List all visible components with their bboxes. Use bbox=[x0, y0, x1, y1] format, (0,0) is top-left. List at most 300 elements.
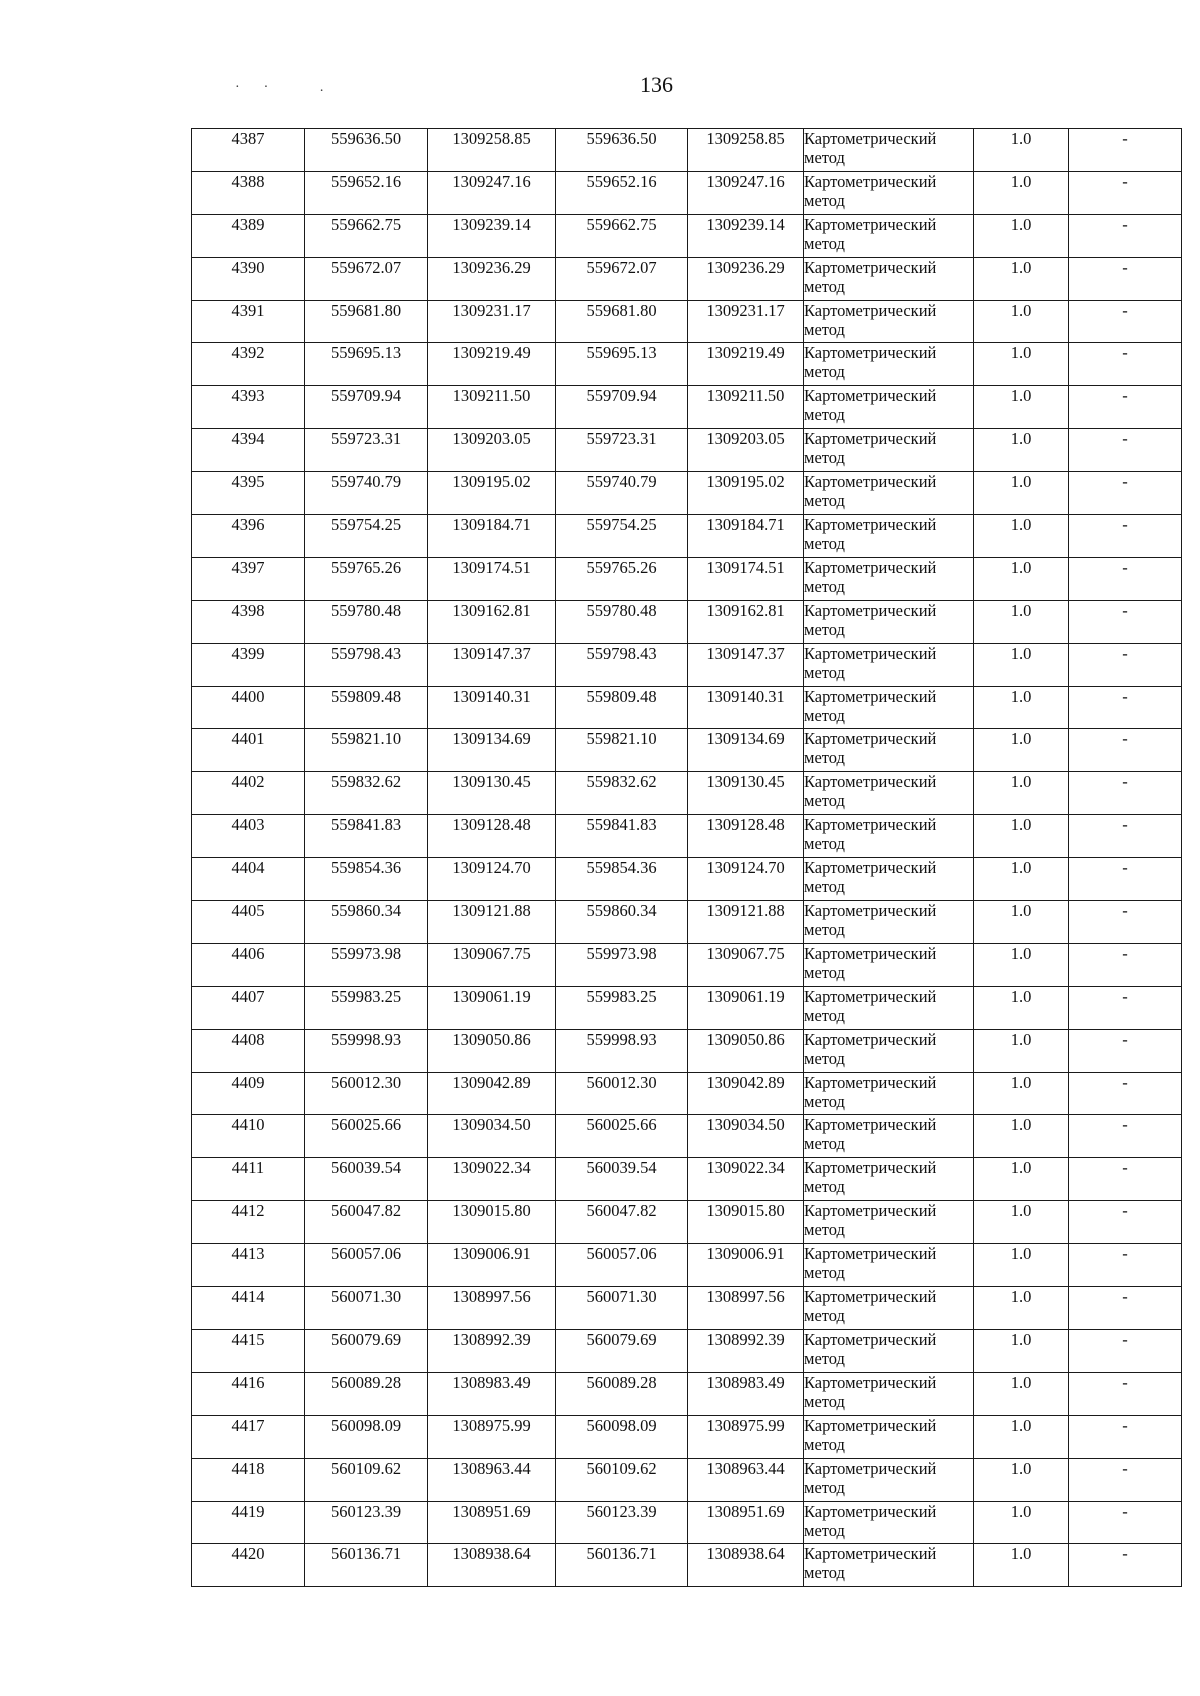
method-line2: метод bbox=[804, 791, 845, 811]
y-old: 1309211.50 bbox=[428, 386, 556, 429]
x-new: 560039.54 bbox=[556, 1158, 688, 1201]
point-number: 4416 bbox=[192, 1372, 305, 1415]
table-row bbox=[192, 343, 1182, 386]
note: - bbox=[1069, 1329, 1182, 1372]
x-old: 559754.25 bbox=[305, 515, 428, 558]
x-old: 560039.54 bbox=[305, 1158, 428, 1201]
y-new: 1309061.19 bbox=[688, 986, 804, 1029]
method bbox=[804, 858, 974, 901]
table-row bbox=[192, 1029, 1182, 1072]
point-number: 4401 bbox=[192, 729, 305, 772]
accuracy: 1.0 bbox=[974, 472, 1069, 515]
y-new: 1309174.51 bbox=[688, 557, 804, 600]
point-number: 4397 bbox=[192, 557, 305, 600]
accuracy: 1.0 bbox=[974, 557, 1069, 600]
y-new: 1308963.44 bbox=[688, 1458, 804, 1501]
x-old: 559662.75 bbox=[305, 214, 428, 257]
note: - bbox=[1069, 901, 1182, 944]
method-line2: метод bbox=[804, 362, 845, 382]
x-old: 559765.26 bbox=[305, 557, 428, 600]
x-new: 560012.30 bbox=[556, 1072, 688, 1115]
method bbox=[804, 1544, 974, 1587]
note: - bbox=[1069, 1287, 1182, 1330]
y-new: 1309162.81 bbox=[688, 600, 804, 643]
point-number: 4403 bbox=[192, 815, 305, 858]
method bbox=[804, 943, 974, 986]
x-old: 559780.48 bbox=[305, 600, 428, 643]
method bbox=[804, 686, 974, 729]
point-number: 4413 bbox=[192, 1244, 305, 1287]
x-new: 560109.62 bbox=[556, 1458, 688, 1501]
method-line1: Картометрический bbox=[804, 901, 937, 921]
accuracy: 1.0 bbox=[974, 1372, 1069, 1415]
method-line1: Картометрический bbox=[804, 1201, 937, 1221]
y-old: 1309195.02 bbox=[428, 472, 556, 515]
x-new: 559672.07 bbox=[556, 257, 688, 300]
accuracy: 1.0 bbox=[974, 429, 1069, 472]
point-number: 4418 bbox=[192, 1458, 305, 1501]
accuracy: 1.0 bbox=[974, 815, 1069, 858]
table-row bbox=[192, 643, 1182, 686]
y-new: 1309247.16 bbox=[688, 171, 804, 214]
y-new: 1309006.91 bbox=[688, 1244, 804, 1287]
x-new: 560089.28 bbox=[556, 1372, 688, 1415]
y-old: 1309231.17 bbox=[428, 300, 556, 343]
method-line2: метод bbox=[804, 1477, 845, 1497]
method-line1: Картометрический bbox=[804, 729, 937, 749]
method-line2: метод bbox=[804, 233, 845, 253]
x-new: 559709.94 bbox=[556, 386, 688, 429]
x-old: 560089.28 bbox=[305, 1372, 428, 1415]
x-new: 559765.26 bbox=[556, 557, 688, 600]
x-old: 559832.62 bbox=[305, 772, 428, 815]
method-line2: метод bbox=[804, 1091, 845, 1111]
method-line2: метод bbox=[804, 148, 845, 167]
note: - bbox=[1069, 986, 1182, 1029]
point-number: 4404 bbox=[192, 858, 305, 901]
x-new: 559754.25 bbox=[556, 515, 688, 558]
method bbox=[804, 472, 974, 515]
method-line1: Картометрический bbox=[804, 472, 937, 492]
note: - bbox=[1069, 643, 1182, 686]
method bbox=[804, 815, 974, 858]
point-number: 4396 bbox=[192, 515, 305, 558]
method-line2: метод bbox=[804, 1005, 845, 1025]
x-new: 560057.06 bbox=[556, 1244, 688, 1287]
x-old: 560047.82 bbox=[305, 1201, 428, 1244]
x-new: 559723.31 bbox=[556, 429, 688, 472]
y-old: 1309147.37 bbox=[428, 643, 556, 686]
x-old: 559740.79 bbox=[305, 472, 428, 515]
table-row bbox=[192, 1329, 1182, 1372]
point-number: 4391 bbox=[192, 300, 305, 343]
x-old: 560098.09 bbox=[305, 1415, 428, 1458]
method-line2: метод bbox=[804, 877, 845, 897]
method-line1: Картометрический bbox=[804, 1029, 937, 1049]
x-new: 559662.75 bbox=[556, 214, 688, 257]
method-line2: метод bbox=[804, 190, 845, 210]
method-line2: метод bbox=[804, 1348, 845, 1368]
table-row bbox=[192, 1201, 1182, 1244]
note: - bbox=[1069, 1201, 1182, 1244]
note: - bbox=[1069, 1158, 1182, 1201]
x-new: 559983.25 bbox=[556, 986, 688, 1029]
x-old: 559709.94 bbox=[305, 386, 428, 429]
table-row bbox=[192, 986, 1182, 1029]
point-number: 4402 bbox=[192, 772, 305, 815]
note: - bbox=[1069, 129, 1182, 172]
table-body bbox=[192, 129, 1182, 1587]
x-new: 559854.36 bbox=[556, 858, 688, 901]
table-row bbox=[192, 1287, 1182, 1330]
y-old: 1309015.80 bbox=[428, 1201, 556, 1244]
y-old: 1308951.69 bbox=[428, 1501, 556, 1544]
x-old: 560136.71 bbox=[305, 1544, 428, 1587]
x-new: 559798.43 bbox=[556, 643, 688, 686]
note: - bbox=[1069, 1372, 1182, 1415]
method-line2: метод bbox=[804, 448, 845, 468]
method-line2: метод bbox=[804, 1563, 845, 1583]
method-line1: Картометрический bbox=[804, 386, 937, 406]
x-new: 559832.62 bbox=[556, 772, 688, 815]
method bbox=[804, 772, 974, 815]
accuracy: 1.0 bbox=[974, 1158, 1069, 1201]
x-old: 560109.62 bbox=[305, 1458, 428, 1501]
point-number: 4407 bbox=[192, 986, 305, 1029]
table-row bbox=[192, 858, 1182, 901]
method-line1: Картометрический bbox=[804, 1372, 937, 1392]
table-row bbox=[192, 1501, 1182, 1544]
y-old: 1309203.05 bbox=[428, 429, 556, 472]
method-line1: Картометрический bbox=[804, 257, 937, 277]
method-line2: метод bbox=[804, 1391, 845, 1411]
table-row bbox=[192, 729, 1182, 772]
point-number: 4390 bbox=[192, 257, 305, 300]
note: - bbox=[1069, 1544, 1182, 1587]
accuracy: 1.0 bbox=[974, 171, 1069, 214]
x-old: 559998.93 bbox=[305, 1029, 428, 1072]
table-row bbox=[192, 257, 1182, 300]
y-new: 1309195.02 bbox=[688, 472, 804, 515]
method-line2: метод bbox=[804, 1134, 845, 1154]
table-row bbox=[192, 1372, 1182, 1415]
y-old: 1309050.86 bbox=[428, 1029, 556, 1072]
point-number: 4388 bbox=[192, 171, 305, 214]
y-old: 1309174.51 bbox=[428, 557, 556, 600]
method-line2: метод bbox=[804, 491, 845, 511]
method bbox=[804, 1329, 974, 1372]
x-old: 559681.80 bbox=[305, 300, 428, 343]
y-old: 1309184.71 bbox=[428, 515, 556, 558]
method-line1: Картометрический bbox=[804, 1544, 937, 1564]
table-row bbox=[192, 171, 1182, 214]
method bbox=[804, 557, 974, 600]
point-number: 4411 bbox=[192, 1158, 305, 1201]
method-line1: Картометрический bbox=[804, 1115, 937, 1135]
note: - bbox=[1069, 686, 1182, 729]
note: - bbox=[1069, 815, 1182, 858]
y-old: 1308997.56 bbox=[428, 1287, 556, 1330]
table-row bbox=[192, 815, 1182, 858]
y-new: 1308997.56 bbox=[688, 1287, 804, 1330]
table-row bbox=[192, 1244, 1182, 1287]
y-new: 1308938.64 bbox=[688, 1544, 804, 1587]
x-new: 559636.50 bbox=[556, 129, 688, 172]
y-new: 1309034.50 bbox=[688, 1115, 804, 1158]
accuracy: 1.0 bbox=[974, 986, 1069, 1029]
method bbox=[804, 1415, 974, 1458]
method bbox=[804, 1458, 974, 1501]
note: - bbox=[1069, 1029, 1182, 1072]
accuracy: 1.0 bbox=[974, 1287, 1069, 1330]
x-new: 560136.71 bbox=[556, 1544, 688, 1587]
y-old: 1309134.69 bbox=[428, 729, 556, 772]
accuracy: 1.0 bbox=[974, 729, 1069, 772]
method-line2: метод bbox=[804, 1306, 845, 1326]
accuracy: 1.0 bbox=[974, 1458, 1069, 1501]
y-old: 1309006.91 bbox=[428, 1244, 556, 1287]
y-new: 1309134.69 bbox=[688, 729, 804, 772]
y-old: 1308963.44 bbox=[428, 1458, 556, 1501]
x-new: 560047.82 bbox=[556, 1201, 688, 1244]
y-old: 1309236.29 bbox=[428, 257, 556, 300]
coordinates-table bbox=[191, 128, 1182, 1587]
note: - bbox=[1069, 257, 1182, 300]
x-old: 560025.66 bbox=[305, 1115, 428, 1158]
x-new: 560025.66 bbox=[556, 1115, 688, 1158]
x-old: 560012.30 bbox=[305, 1072, 428, 1115]
x-new: 559841.83 bbox=[556, 815, 688, 858]
x-new: 559998.93 bbox=[556, 1029, 688, 1072]
note: - bbox=[1069, 515, 1182, 558]
method bbox=[804, 1115, 974, 1158]
note: - bbox=[1069, 171, 1182, 214]
method-line2: метод bbox=[804, 920, 845, 940]
accuracy: 1.0 bbox=[974, 129, 1069, 172]
table-row bbox=[192, 1544, 1182, 1587]
method-line1: Картометрический bbox=[804, 772, 937, 792]
y-old: 1308992.39 bbox=[428, 1329, 556, 1372]
method-line1: Картометрический bbox=[804, 858, 937, 878]
x-old: 559672.07 bbox=[305, 257, 428, 300]
x-old: 559860.34 bbox=[305, 901, 428, 944]
table-row bbox=[192, 772, 1182, 815]
method bbox=[804, 643, 974, 686]
y-old: 1309239.14 bbox=[428, 214, 556, 257]
y-new: 1309219.49 bbox=[688, 343, 804, 386]
y-old: 1309162.81 bbox=[428, 600, 556, 643]
x-old: 559983.25 bbox=[305, 986, 428, 1029]
point-number: 4389 bbox=[192, 214, 305, 257]
method bbox=[804, 729, 974, 772]
point-number: 4419 bbox=[192, 1501, 305, 1544]
accuracy: 1.0 bbox=[974, 214, 1069, 257]
y-old: 1309022.34 bbox=[428, 1158, 556, 1201]
table-row bbox=[192, 129, 1182, 172]
y-old: 1309140.31 bbox=[428, 686, 556, 729]
method-line1: Картометрический bbox=[804, 214, 937, 234]
y-old: 1308938.64 bbox=[428, 1544, 556, 1587]
method-line1: Картометрический bbox=[804, 1458, 937, 1478]
y-old: 1309067.75 bbox=[428, 943, 556, 986]
method bbox=[804, 129, 974, 172]
table-row bbox=[192, 214, 1182, 257]
point-number: 4417 bbox=[192, 1415, 305, 1458]
note: - bbox=[1069, 343, 1182, 386]
note: - bbox=[1069, 1244, 1182, 1287]
method-line2: метод bbox=[804, 662, 845, 682]
note: - bbox=[1069, 858, 1182, 901]
method-line1: Картометрический bbox=[804, 600, 937, 620]
y-new: 1308975.99 bbox=[688, 1415, 804, 1458]
x-new: 559695.13 bbox=[556, 343, 688, 386]
method bbox=[804, 1072, 974, 1115]
x-new: 560071.30 bbox=[556, 1287, 688, 1330]
method-line2: метод bbox=[804, 1177, 845, 1197]
point-number: 4393 bbox=[192, 386, 305, 429]
y-new: 1309211.50 bbox=[688, 386, 804, 429]
method-line1: Картометрический bbox=[804, 643, 937, 663]
point-number: 4420 bbox=[192, 1544, 305, 1587]
method-line2: метод bbox=[804, 276, 845, 296]
note: - bbox=[1069, 1072, 1182, 1115]
point-number: 4410 bbox=[192, 1115, 305, 1158]
y-old: 1309042.89 bbox=[428, 1072, 556, 1115]
accuracy: 1.0 bbox=[974, 1501, 1069, 1544]
y-new: 1309067.75 bbox=[688, 943, 804, 986]
accuracy: 1.0 bbox=[974, 1115, 1069, 1158]
table-row bbox=[192, 943, 1182, 986]
method-line1: Картометрический bbox=[804, 171, 937, 191]
y-new: 1308951.69 bbox=[688, 1501, 804, 1544]
note: - bbox=[1069, 1415, 1182, 1458]
x-new: 559973.98 bbox=[556, 943, 688, 986]
x-old: 560071.30 bbox=[305, 1287, 428, 1330]
table-row bbox=[192, 1158, 1182, 1201]
method-line2: метод bbox=[804, 834, 845, 854]
point-number: 4392 bbox=[192, 343, 305, 386]
x-old: 559854.36 bbox=[305, 858, 428, 901]
y-new: 1309128.48 bbox=[688, 815, 804, 858]
accuracy: 1.0 bbox=[974, 643, 1069, 686]
table-row bbox=[192, 300, 1182, 343]
method bbox=[804, 1029, 974, 1072]
method-line1: Картометрический bbox=[804, 1329, 937, 1349]
y-old: 1309121.88 bbox=[428, 901, 556, 944]
table-row bbox=[192, 686, 1182, 729]
method-line1: Картометрический bbox=[804, 515, 937, 535]
method-line2: метод bbox=[804, 962, 845, 982]
table-row bbox=[192, 901, 1182, 944]
method bbox=[804, 386, 974, 429]
point-number: 4395 bbox=[192, 472, 305, 515]
method bbox=[804, 257, 974, 300]
method-line2: метод bbox=[804, 619, 845, 639]
method-line1: Картометрический bbox=[804, 686, 937, 706]
method bbox=[804, 343, 974, 386]
method bbox=[804, 1201, 974, 1244]
method-line1: Картометрический bbox=[804, 1072, 937, 1092]
accuracy: 1.0 bbox=[974, 772, 1069, 815]
method bbox=[804, 600, 974, 643]
method-line1: Картометрический bbox=[804, 129, 937, 148]
y-old: 1309219.49 bbox=[428, 343, 556, 386]
x-old: 560079.69 bbox=[305, 1329, 428, 1372]
method-line1: Картометрический bbox=[804, 815, 937, 835]
note: - bbox=[1069, 429, 1182, 472]
point-number: 4412 bbox=[192, 1201, 305, 1244]
method bbox=[804, 300, 974, 343]
accuracy: 1.0 bbox=[974, 686, 1069, 729]
point-number: 4398 bbox=[192, 600, 305, 643]
y-old: 1309128.48 bbox=[428, 815, 556, 858]
note: - bbox=[1069, 386, 1182, 429]
method-line2: метод bbox=[804, 405, 845, 425]
x-old: 559636.50 bbox=[305, 129, 428, 172]
method bbox=[804, 1158, 974, 1201]
accuracy: 1.0 bbox=[974, 600, 1069, 643]
method-line1: Картометрический bbox=[804, 1244, 937, 1264]
table-row bbox=[192, 1415, 1182, 1458]
point-number: 4409 bbox=[192, 1072, 305, 1115]
note: - bbox=[1069, 729, 1182, 772]
x-new: 560079.69 bbox=[556, 1329, 688, 1372]
method-line2: метод bbox=[804, 1263, 845, 1283]
method bbox=[804, 214, 974, 257]
y-new: 1309130.45 bbox=[688, 772, 804, 815]
x-new: 559821.10 bbox=[556, 729, 688, 772]
y-old: 1309258.85 bbox=[428, 129, 556, 172]
x-old: 559973.98 bbox=[305, 943, 428, 986]
note: - bbox=[1069, 1458, 1182, 1501]
note: - bbox=[1069, 300, 1182, 343]
y-new: 1309124.70 bbox=[688, 858, 804, 901]
table-row bbox=[192, 600, 1182, 643]
table-row bbox=[192, 429, 1182, 472]
x-new: 560123.39 bbox=[556, 1501, 688, 1544]
y-new: 1309147.37 bbox=[688, 643, 804, 686]
y-new: 1309140.31 bbox=[688, 686, 804, 729]
table-row bbox=[192, 1458, 1182, 1501]
y-new: 1309239.14 bbox=[688, 214, 804, 257]
x-old: 559821.10 bbox=[305, 729, 428, 772]
x-old: 559652.16 bbox=[305, 171, 428, 214]
accuracy: 1.0 bbox=[974, 343, 1069, 386]
y-new: 1309184.71 bbox=[688, 515, 804, 558]
method-line2: метод bbox=[804, 748, 845, 768]
y-new: 1309236.29 bbox=[688, 257, 804, 300]
x-new: 559740.79 bbox=[556, 472, 688, 515]
note: - bbox=[1069, 1115, 1182, 1158]
accuracy: 1.0 bbox=[974, 1072, 1069, 1115]
method bbox=[804, 515, 974, 558]
y-new: 1309042.89 bbox=[688, 1072, 804, 1115]
method-line2: метод bbox=[804, 1520, 845, 1540]
method bbox=[804, 1372, 974, 1415]
method-line2: метод bbox=[804, 1048, 845, 1068]
table-row bbox=[192, 386, 1182, 429]
method bbox=[804, 1287, 974, 1330]
table-row bbox=[192, 557, 1182, 600]
accuracy: 1.0 bbox=[974, 901, 1069, 944]
y-new: 1309121.88 bbox=[688, 901, 804, 944]
x-new: 560098.09 bbox=[556, 1415, 688, 1458]
table-row bbox=[192, 472, 1182, 515]
y-old: 1308983.49 bbox=[428, 1372, 556, 1415]
point-number: 4394 bbox=[192, 429, 305, 472]
method-line2: метод bbox=[804, 1220, 845, 1240]
accuracy: 1.0 bbox=[974, 1329, 1069, 1372]
